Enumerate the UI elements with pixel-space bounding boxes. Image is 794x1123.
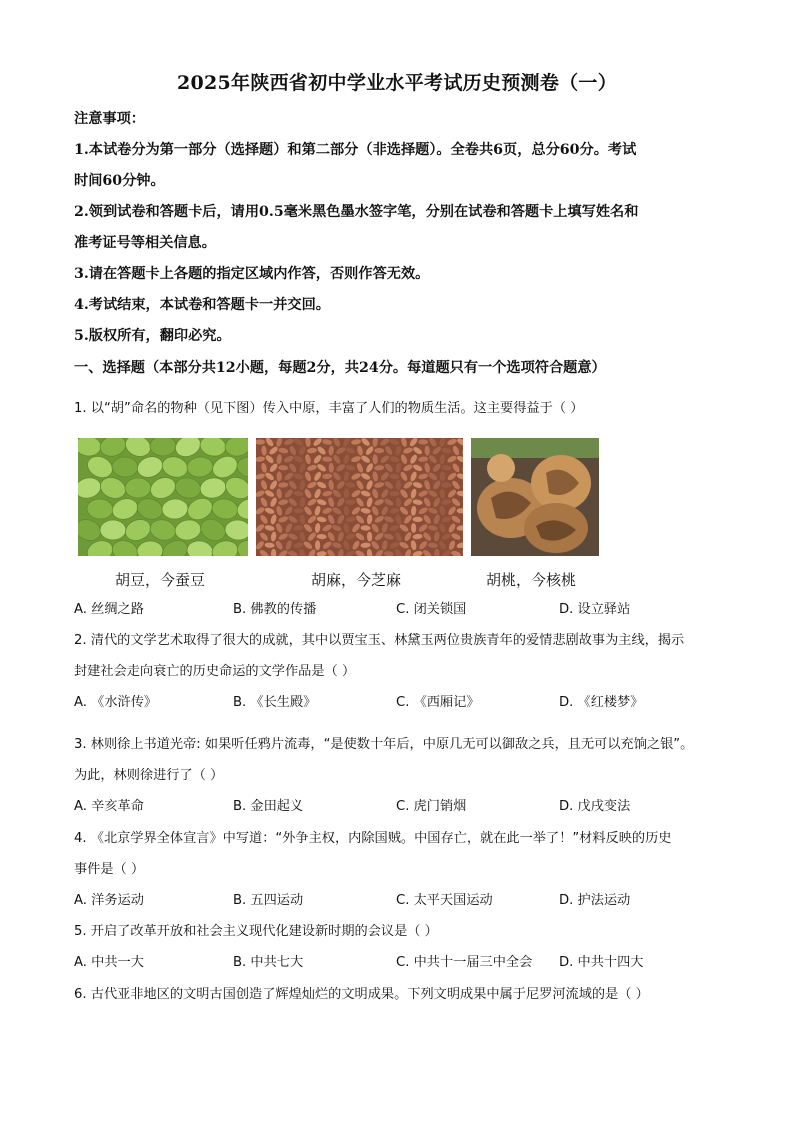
- option-b[interactable]: B. 金田起义: [233, 799, 304, 814]
- option-c[interactable]: C. 闭关锁国: [396, 602, 467, 617]
- image-caption: 胡豆，今蚕豆: [115, 571, 206, 589]
- option-a[interactable]: A. 丝绸之路: [74, 602, 144, 617]
- option-d[interactable]: D. 《红楼梦》: [559, 695, 644, 710]
- option-c[interactable]: C. 虎门销烟: [396, 799, 467, 814]
- image-caption: 胡桃，今核桃: [486, 571, 577, 589]
- option-b[interactable]: B. 佛教的传播: [233, 602, 317, 617]
- notes-heading: 注意事项：: [74, 111, 145, 127]
- option-c[interactable]: C. 中共十一届三中全会: [396, 955, 533, 970]
- note-line: 2.领到试卷和答题卡后，请用0.5毫米黑色墨水签字笔，分别在试卷和答题卡上填写姓名和: [74, 204, 639, 220]
- sesame-seed-photo: [256, 438, 463, 556]
- note-line: 准考证号等相关信息。: [74, 235, 216, 251]
- question-4-options: [74, 889, 734, 909]
- question-2-options: [74, 691, 734, 711]
- option-b[interactable]: B. 《长生殿》: [233, 695, 317, 710]
- note-line: 5.版权所有，翻印必究。: [74, 328, 231, 344]
- option-d[interactable]: D. 中共十四大: [559, 955, 644, 970]
- image-caption: 胡麻，今芝麻: [311, 571, 402, 589]
- question-1-stem: 1. 以“胡”命名的物种（见下图）传入中原，丰富了人们的物质生活。这主要得益于（ ）: [74, 401, 584, 416]
- note-line: 1.本试卷分为第一部分（选择题）和第二部分（非选择题）。全卷共6页，总分60分。考试: [74, 142, 637, 158]
- option-a[interactable]: A. 洋务运动: [74, 893, 144, 908]
- question-5-options: [74, 951, 734, 971]
- note-line: 时间60分钟。: [74, 173, 165, 189]
- option-d[interactable]: D. 护法运动: [559, 893, 631, 908]
- question-2-stem: 封建社会走向衰亡的历史命运的文学作品是（ ）: [74, 664, 356, 679]
- question-3-stem: 3. 林则徐上书道光帝: 如果听任鸦片流毒，“是使数十年后，中原几无可以御敌之兵，且无可以充饷之银”。: [74, 737, 694, 752]
- option-d[interactable]: D. 戊戌变法: [559, 799, 631, 814]
- option-b[interactable]: B. 五四运动: [233, 893, 304, 908]
- question-6-stem: 6. 古代亚非地区的文明古国创造了辉煌灿烂的文明成果。下列文明成果中属于尼罗河流域的是（ ）: [74, 987, 649, 1002]
- option-c[interactable]: C. 太平天国运动: [396, 893, 493, 908]
- option-b[interactable]: B. 中共七大: [233, 955, 304, 970]
- page-title: 2025年陕西省初中学业水平考试历史预测卷（一）: [176, 72, 618, 94]
- section-heading: 一、选择题（本部分共12小题，每题2分，共24分。每道题只有一个选项符合题意）: [74, 360, 606, 376]
- question-2-stem: 2. 清代的文学艺术取得了很大的成就，其中以贾宝玉、林黛玉两位贵族青年的爱情悲剧故事为主线，揭示: [74, 633, 685, 648]
- note-line: 4.考试结束，本试卷和答题卡一并交回。: [74, 297, 330, 313]
- question-4-stem: 事件是（ ）: [74, 862, 145, 877]
- option-a[interactable]: A. 中共一大: [74, 955, 144, 970]
- note-line: 3.请在答题卡上各题的指定区域内作答，否则作答无效。: [74, 266, 430, 282]
- question-5-stem: 5. 开启了改革开放和社会主义现代化建设新时期的会议是（ ）: [74, 924, 438, 939]
- option-a[interactable]: A. 《水浒传》: [74, 695, 158, 710]
- option-c[interactable]: C. 《西厢记》: [396, 695, 480, 710]
- broad-bean-photo: [78, 438, 248, 556]
- question-3-options: [74, 795, 734, 815]
- question-3-stem: 为此，林则徐进行了（ ）: [74, 768, 224, 783]
- question-1-options: [74, 598, 734, 618]
- option-a[interactable]: A. 辛亥革命: [74, 799, 144, 814]
- walnut-photo: [471, 438, 599, 556]
- option-d[interactable]: D. 设立驿站: [559, 602, 631, 617]
- question-4-stem: 4. 《北京学界全体宣言》中写道：“外争主权，内除国贼。中国存亡，就在此一举了！”材料反映的历史: [74, 831, 672, 846]
